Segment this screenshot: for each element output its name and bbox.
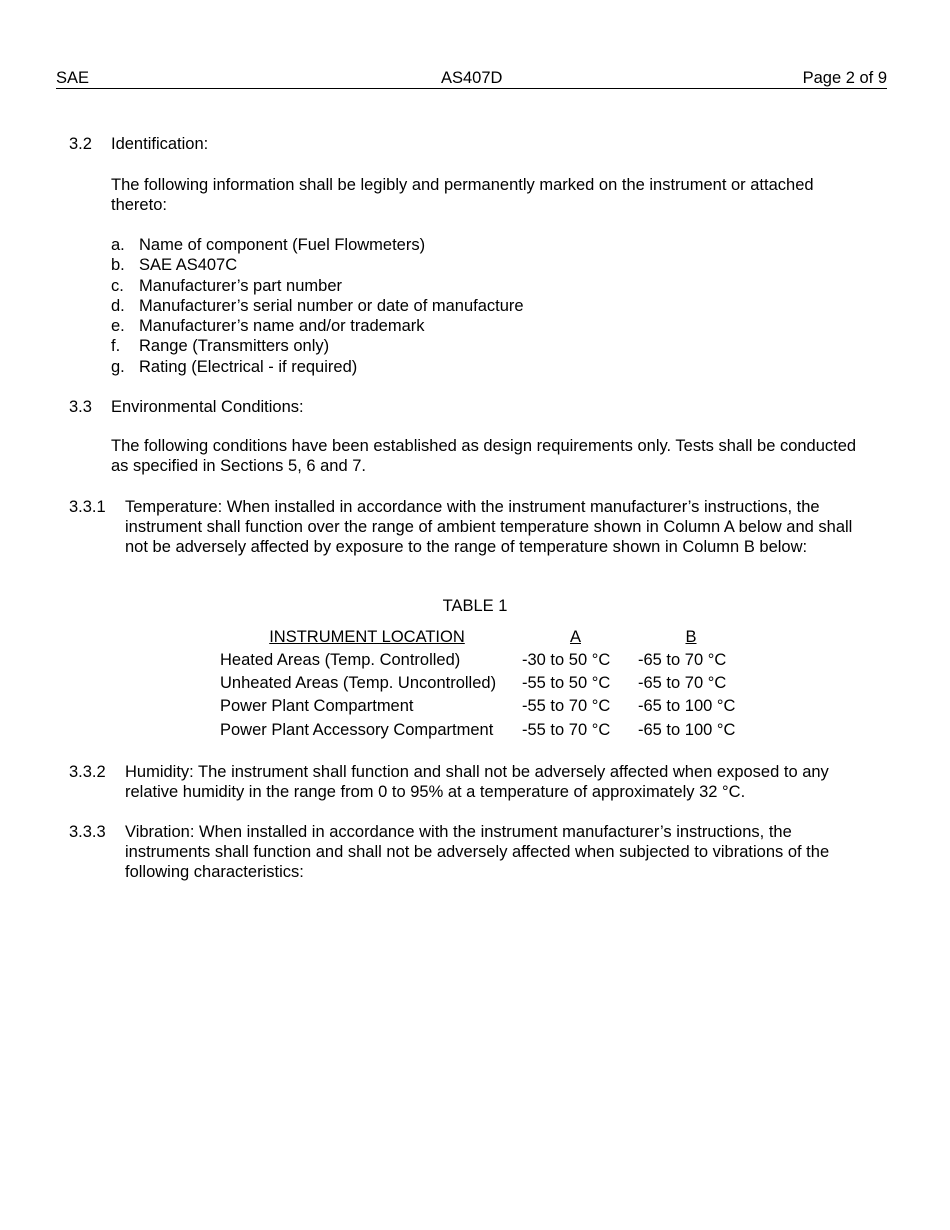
section-paragraph: Vibration: When installed in accordance with the instrument manufacturer’s instructions, the instruments shall function and shall not be adversely affected when subjected to vibrations of the following characteristics: [125, 823, 830, 881]
section-title: Environmental Conditions: [111, 398, 304, 416]
list-letter: f. [111, 337, 121, 356]
table-cell: Power Plant Compartment [220, 697, 414, 716]
table-cell: -55 to 50 °C [522, 674, 611, 693]
column-header: A [569, 628, 581, 646]
header-doc-number: AS407D [441, 69, 503, 87]
table-cell: Unheated Areas (Temp. Uncontrolled) [220, 674, 497, 693]
section-paragraph: Temperature: When installed in accordance with the instrument manufacturer’s instructions, the instrument shall function over the range of ambient temperature shown in Column A below and shall not be adversely affected by exposure to the range of temperature shown in Column B below: [125, 498, 853, 556]
section-title: Identification: [111, 135, 209, 153]
list-letter: e. [111, 317, 125, 336]
table-cell: Heated Areas (Temp. Controlled) [220, 651, 461, 669]
table-row [212, 720, 745, 743]
column-header: INSTRUMENT LOCATION [269, 628, 465, 646]
section-number: 3.3.1 [69, 498, 106, 516]
header-org: SAE [56, 69, 90, 87]
section-paragraph: The following conditions have been established as design requirements only. Tests shall be conducted as specified in Sections 5, 6 and 7. [111, 437, 857, 475]
list-letter: a. [111, 236, 125, 254]
header-page-number: Page 2 of 9 [802, 69, 887, 87]
list-text: Name of component (Fuel Flowmeters) [139, 236, 426, 254]
section-number: 3.3.2 [69, 763, 106, 781]
table-row [212, 650, 745, 673]
page-header [56, 68, 887, 89]
list-letter: d. [111, 296, 125, 315]
table-cell: -65 to 70 °C [638, 674, 727, 693]
table-cell: -65 to 100 °C [638, 697, 736, 716]
list-text: Rating (Electrical - if required) [139, 357, 358, 376]
list-text: Manufacturer’s part number [139, 276, 342, 295]
table-header-row [212, 627, 745, 650]
list-text: Manufacturer’s serial number or date of manufacture [139, 296, 524, 315]
list-letter: b. [111, 256, 125, 275]
temperature-table [212, 627, 745, 743]
list-letter: c. [111, 276, 124, 295]
table-cell: Power Plant Accessory Compartment [220, 720, 494, 739]
list-text: Manufacturer’s name and/or trademark [139, 317, 425, 336]
column-header: B [685, 628, 697, 646]
section-number: 3.3 [69, 398, 92, 416]
table-cell: -55 to 70 °C [522, 697, 611, 716]
table-cell: -65 to 100 °C [638, 720, 736, 739]
section-number: 3.2 [69, 135, 92, 153]
table-cell: -65 to 70 °C [638, 651, 727, 669]
table-title: TABLE 1 [442, 597, 508, 615]
table-cell: -55 to 70 °C [522, 720, 611, 739]
list-letter: g. [111, 357, 125, 376]
list-text: SAE AS407C [139, 256, 238, 275]
section-number: 3.3.3 [69, 823, 106, 841]
table-row [212, 696, 745, 719]
table-row [212, 673, 745, 696]
table-cell: -30 to 50 °C [522, 651, 611, 669]
section-paragraph: Humidity: The instrument shall function and shall not be adversely affected when exposed to any relative humidity in the range from 0 to 95% at a temperature of approximately 32 °C. [125, 763, 829, 801]
section-paragraph: The following information shall be legibly and permanently marked on the instrument or attached thereto: [111, 176, 814, 214]
list-text: Range (Transmitters only) [139, 337, 330, 356]
